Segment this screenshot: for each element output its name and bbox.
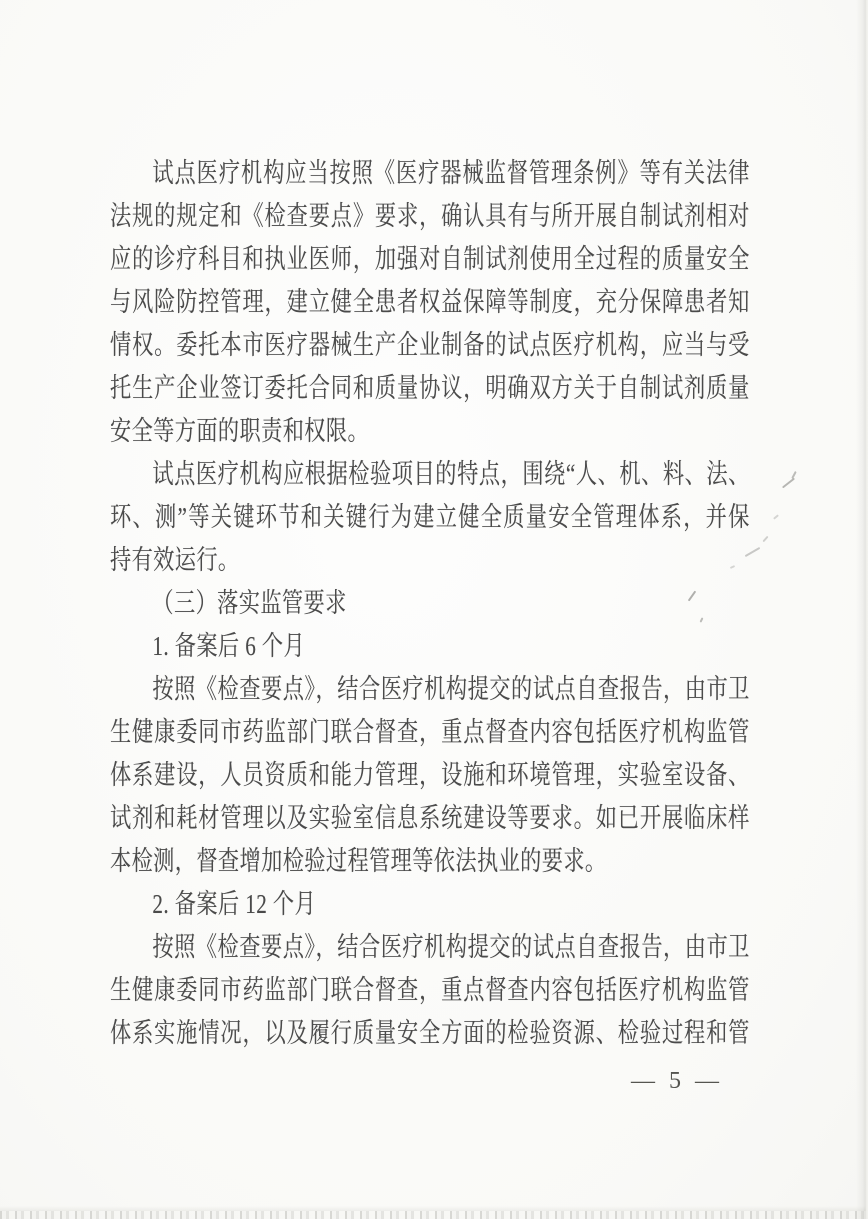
text-line: 生健康委同市药监部门联合督查，重点督查内容包括医疗机构监管 [110,975,750,1005]
pen-mark-artifact [773,514,779,519]
text-line: 生健康委同市药监部门联合督查，重点督查内容包括医疗机构监管 [110,717,750,747]
text-line: 应的诊疗科目和执业医师，加强对自制试剂使用全过程的质量安全 [110,244,750,274]
pen-mark-artifact [762,536,768,543]
text-line: 托生产企业签订委托合同和质量协议，明确双方关于自制试剂质量 [110,373,750,403]
text-line: 本检测，督查增加检验过程管理等依法执业的要求。 [110,846,607,876]
text-line: 与风险防控管理，建立健全患者权益保障等制度，充分保障患者知 [110,287,750,317]
text-line: 安全等方面的职责和权限。 [110,416,370,446]
text-line: 试点医疗机构应当按照《医疗器械监督管理条例》等有关法律 [152,158,750,188]
text-line: 按照《检查要点》，结合医疗机构提交的试点自查报告，由市卫 [152,932,750,962]
pen-mark-artifact [782,478,795,489]
text-line: 试点医疗机构应根据检验项目的特点，围绕“人、机、料、法、 [152,459,750,489]
text-line: 情权。委托本市医疗器械生产企业制备的试点医疗机构，应当与受 [110,330,750,360]
text-line: 环、测”等关键环节和关键行为建立健全质量安全管理体系，并保 [110,502,750,532]
text-line: 法规的规定和《检查要点》要求，确认具有与所开展自制试剂相对 [110,201,750,231]
page-number: — 5 — [631,1068,723,1094]
scan-bottom-edge [0,1211,868,1219]
scan-right-edge [856,0,868,1219]
text-line: 持有效运行。 [110,545,240,575]
section-heading: （三）落实监管要求 [152,588,347,618]
document-body [110,152,750,1055]
subsection-heading: 2. 备案后 12 个月 [152,889,317,919]
text-line: 按照《检查要点》，结合医疗机构提交的试点自查报告，由市卫 [152,674,750,704]
subsection-heading: 1. 备案后 6 个月 [152,631,306,661]
text-line: 试剂和耗材管理以及实验室信息系统建设等要求。如已开展临床样 [110,803,750,833]
text-line: 体系建设，人员资质和能力管理，设施和环境管理，实验室设备、 [110,760,750,790]
text-line: 体系实施情况，以及履行质量安全方面的检验资源、检验过程和管 [110,1018,750,1048]
